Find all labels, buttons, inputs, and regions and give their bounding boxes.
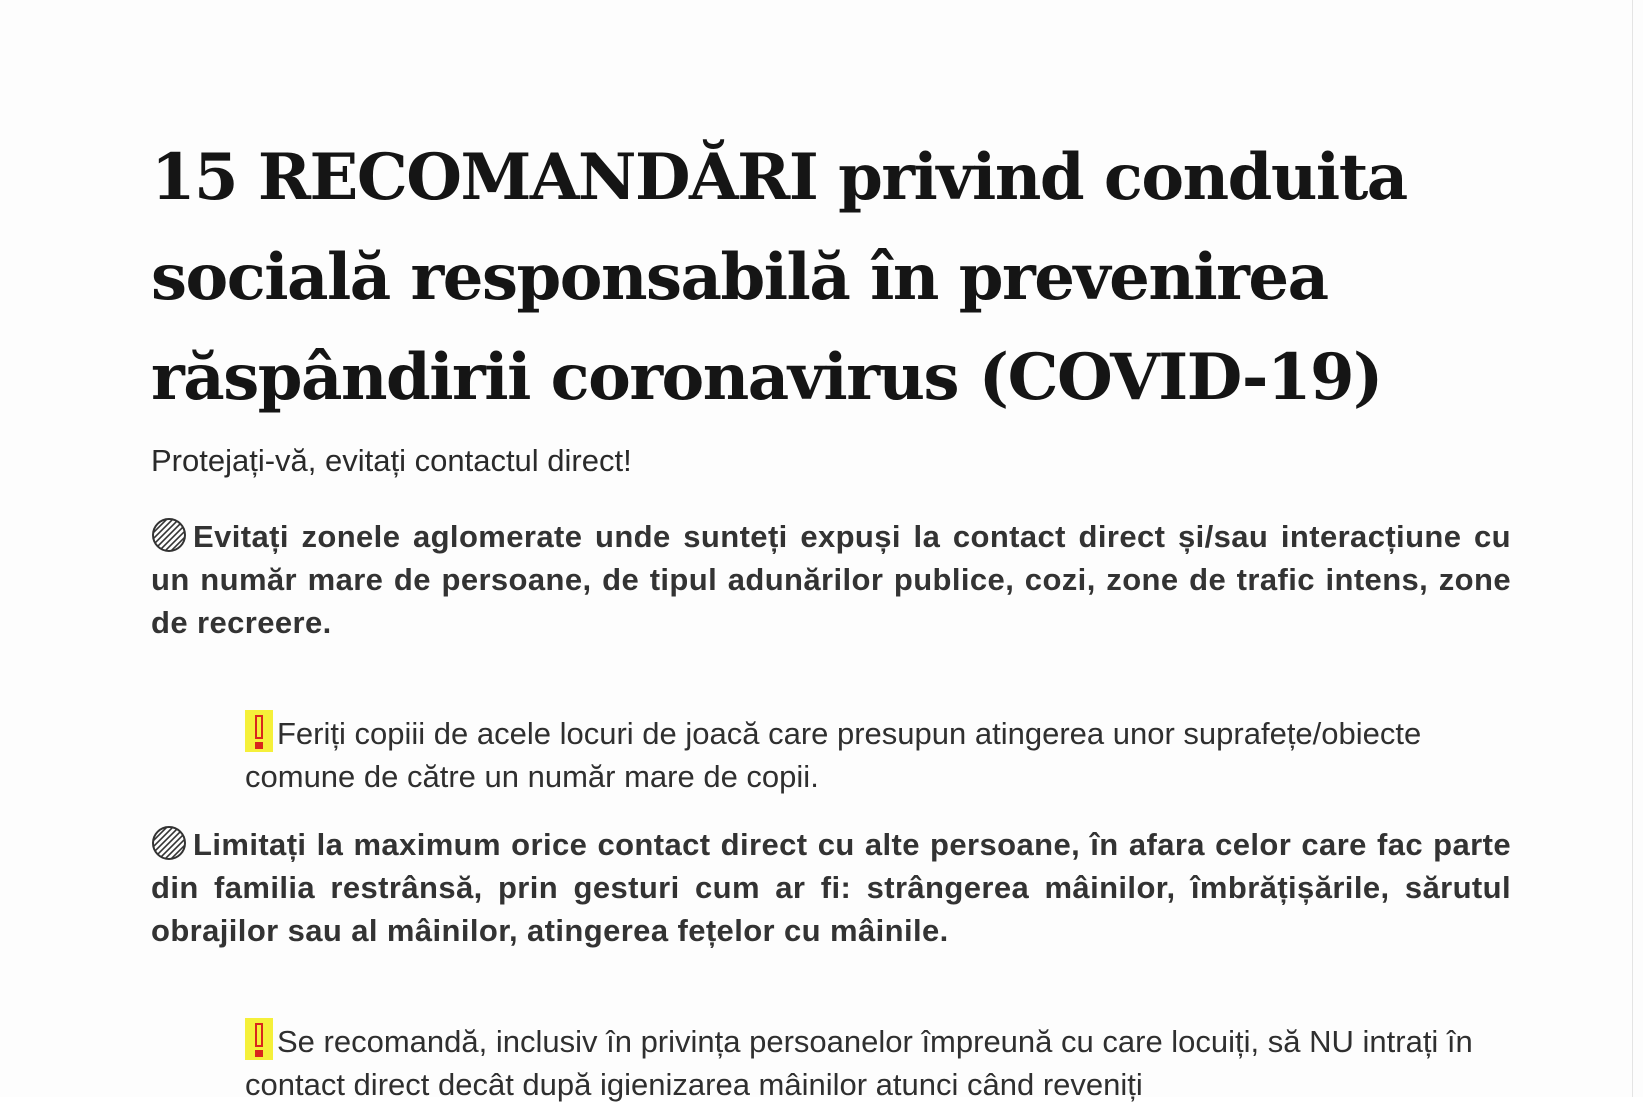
hatched-circle-icon (151, 517, 187, 553)
note-2-text: Se recomandă, inclusiv în privința persoanelor împreună cu care locuiți, să NU intrați în contact direct decât după igienizarea mâinilor atunci când reveniți (245, 1024, 1473, 1102)
recommendation-2-text: Limitați la maximum orice contact direct cu alte persoane, în afara celor care fac parte din familia restrânsă, prin gesturi cum ar fi: strângerea mâinilor, îmbrățișările, sărutul obrajilor sau al mâinilor, atingerea fețelor cu mâinile. (151, 827, 1511, 948)
note-1-text: Feriți copiii de acele locuri de joacă care presupun atingerea unor suprafețe/obiecte comune de către un număr mare de copii. (245, 716, 1422, 794)
title-line-2: socială responsabilă în prevenirea (151, 240, 1328, 315)
note-1 (245, 710, 1475, 798)
recommendation-1 (151, 515, 1511, 644)
exclamation-warning-icon (245, 710, 273, 752)
page-edge (1632, 0, 1633, 1097)
recommendation-2 (151, 823, 1511, 952)
title-line-1: 15 RECOMANDĂRI privind conduita (151, 140, 1407, 215)
note-2 (245, 1018, 1475, 1106)
hatched-circle-icon (151, 825, 187, 861)
title-line-3: răspândirii coronavirus (COVID-19) (151, 340, 1382, 415)
recommendation-1-text: Evitați zonele aglomerate unde sunteți expuși la contact direct și/sau interacțiune cu un număr mare de persoane, de tipul adunărilor publice, cozi, zone de trafic intens, zone de recreere. (151, 519, 1511, 640)
subtitle: Protejați-vă, evitați contactul direct! (151, 443, 632, 478)
document-title (151, 128, 1531, 428)
exclamation-warning-icon (245, 1018, 273, 1060)
